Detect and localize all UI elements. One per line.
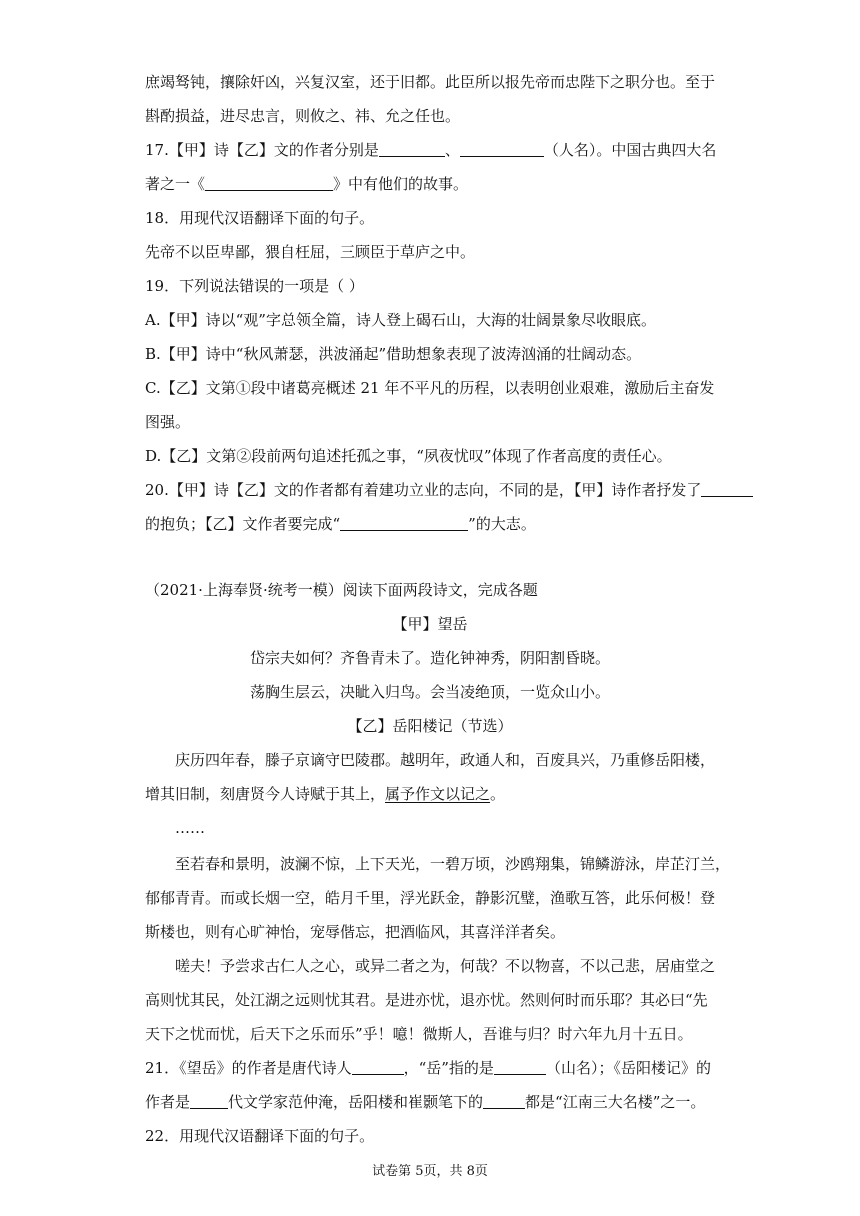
- option-c[interactable]: C.【乙】文第①段中诸葛亮概述 21 年不平凡的历程，以表明创业艰难，激励后主奋发: [145, 379, 715, 397]
- question-20: 20.【甲】诗【乙】文的作者都有着建功立业的志向，不同的是，【甲】诗作者抒发了: [145, 480, 753, 500]
- underlined-sentence: 属予作文以记之: [385, 785, 491, 803]
- source-note: （2021·上海奉贤·统考一模）阅读下面两段诗文，完成各题: [145, 581, 538, 599]
- answer-blank[interactable]: [379, 141, 445, 157]
- answer-blank[interactable]: [205, 175, 333, 191]
- answer-blank[interactable]: [460, 141, 544, 157]
- ellipsis: ……: [175, 819, 205, 837]
- poem-title: 【甲】望岳: [392, 615, 468, 633]
- poem-line: 荡胸生层云，决眦入归鸟。会当凌绝顶，一览众山小。: [249, 683, 610, 701]
- question-18: 18．用现代汉语翻译下面的句子。: [145, 209, 375, 227]
- essay-line: 郁郁青青。而或长烟一空，皓月千里，浮光跃金，静影沉璧，渔歌互答，此乐何极！登: [145, 889, 716, 907]
- answer-blank[interactable]: [483, 1093, 525, 1109]
- question-22: 22．用现代汉语翻译下面的句子。: [145, 1127, 375, 1145]
- question-17-cont: 著之一《 》中有他们的故事。: [145, 175, 469, 193]
- answer-blank[interactable]: [494, 1059, 546, 1075]
- passage-line: 庶竭驽钝，攘除奸凶，兴复汉室，还于旧都。此臣所以报先帝而忠陛下之职分也。至于: [145, 73, 716, 91]
- essay-line: 庆历四年春，滕子京谪守巴陵郡。越明年，政通人和，百废具兴，乃重修岳阳楼，: [175, 751, 716, 769]
- answer-blank[interactable]: [352, 1059, 404, 1075]
- page-footer: 试卷第 5页，共 8页: [372, 1164, 488, 1179]
- essay-line: 斯楼也，则有心旷神怡，宠辱偕忘，把酒临风，其喜洋洋者矣。: [145, 923, 566, 941]
- question-19: 19．下列说法错误的一项是（ ）: [145, 277, 364, 295]
- option-c-cont: 图强。: [145, 413, 191, 431]
- essay-line: 至若春和景明，波澜不惊，上下天光，一碧万顷，沙鸥翔集，锦鳞游泳，岸芷汀兰，: [175, 855, 731, 873]
- question-17: 17.【甲】诗【乙】文的作者分别是 、 （人名）。中国古典四大名: [145, 141, 717, 159]
- poem-line: 岱宗夫如何？齐鲁青未了。造化钟神秀，阴阳割昏晓。: [249, 649, 610, 667]
- option-d[interactable]: D.【乙】文第②段前两句追述托孤之事，“夙夜忧叹”体现了作者高度的责任心。: [145, 447, 672, 465]
- option-b[interactable]: B.【甲】诗中“秋风萧瑟，洪波涌起”借助想象表现了波涛汹涌的壮阔动态。: [145, 345, 642, 363]
- essay-title: 【乙】岳阳楼记（节选）: [347, 717, 513, 735]
- question-21-cont: 作者是 代文学家范仲淹，岳阳楼和崔颢笔下的 都是“江南三大名楼”之一。: [145, 1093, 706, 1111]
- answer-blank[interactable]: [340, 515, 468, 531]
- essay-line: 高则忧其民，处江湖之远则忧其君。是进亦忧，退亦忧。然则何时而乐耶？其必曰“先: [145, 991, 708, 1009]
- essay-line: 嗟夫！予尝求古仁人之心，或异二者之为，何哉？不以物喜，不以己悲，居庙堂之: [175, 957, 716, 975]
- question-21: 21．《望岳》的作者是唐代诗人 ，“岳”指的是 （山名）；《岳阳楼记》的: [145, 1059, 711, 1077]
- answer-blank[interactable]: [701, 481, 753, 497]
- question-18-sentence: 先帝不以臣卑鄙，猥自枉屈，三顾臣于草庐之中。: [145, 243, 476, 261]
- answer-blank[interactable]: [190, 1093, 228, 1109]
- essay-line: 天下之忧而忧，后天下之乐而乐”乎！噫！微斯人，吾谁与归？时六年九月十五日。: [145, 1025, 693, 1043]
- passage-line: 斟酌损益，进尽忠言，则攸之、祎、允之任也。: [145, 107, 461, 125]
- option-a[interactable]: A.【甲】诗以“观”字总领全篇，诗人登上碣石山，大海的壮阔景象尽收眼底。: [145, 311, 656, 329]
- question-20-cont: 的抱负；【乙】文作者要完成“ ”的大志。: [145, 515, 536, 533]
- essay-line: 增其旧制，刻唐贤今人诗赋于其上，属予作文以记之。: [145, 785, 506, 803]
